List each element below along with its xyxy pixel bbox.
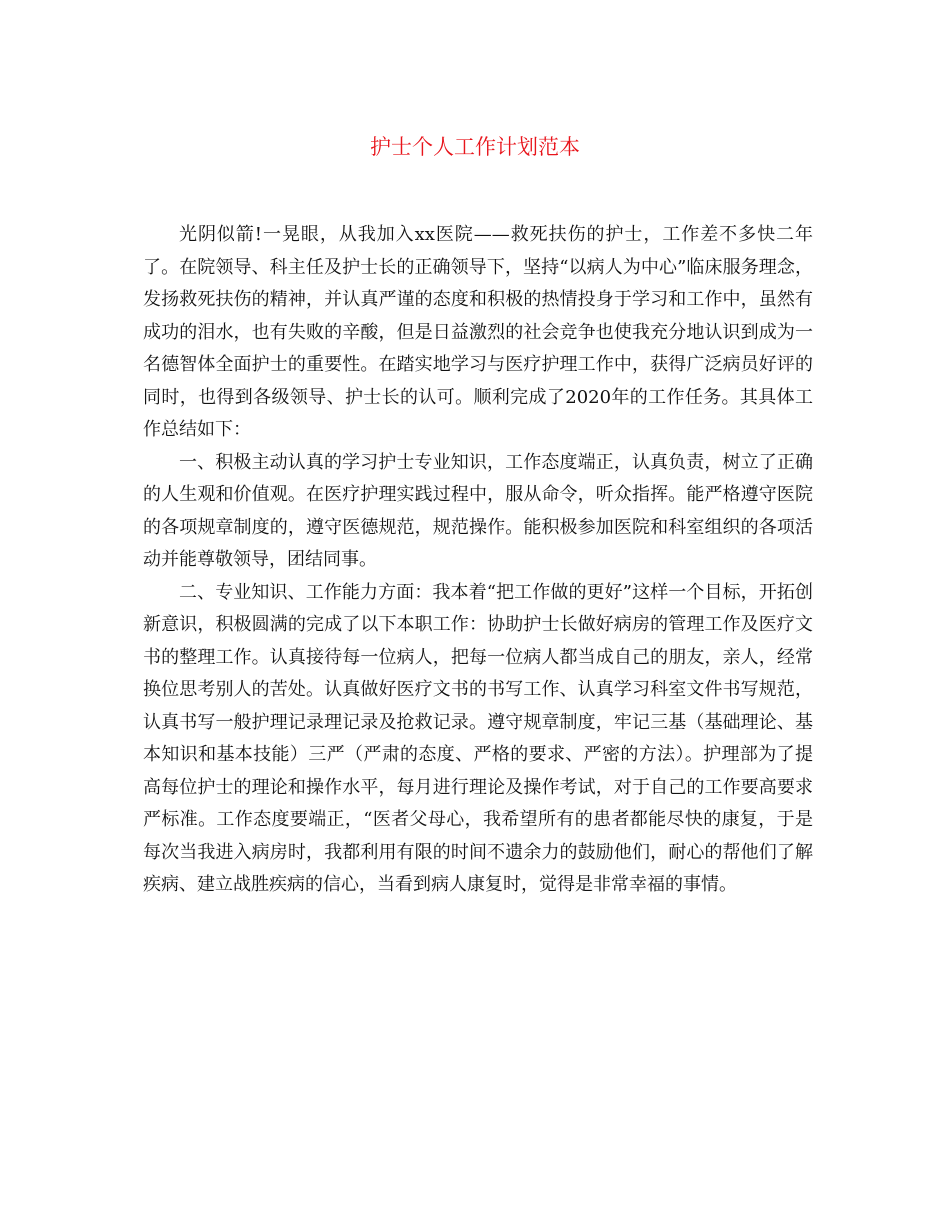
paragraph-section-two: 二、专业知识、工作能力方面：我本着“把工作做的更好”这样一个目标，开拓创新意识，积极圆满的完成了以下本职工作：协助护士长做好病房的管理工作及医疗文书的整理工作。认真接待每一位病人，把每一位病人都当成自己的朋友，亲人，经常换位思考别人的苦处。认真做好医疗文书的书写工作、认真学习科室文件书写规范，认真书写一般护理记录理记录及抢救记录。遵守规章制度，牢记三基（基础理论、基本知识和基本技能）三严（严肃的态度、严格的要求、严密的方法）。护理部为了提高每位护士的理论和操作水平，每月进行理论及操作考试，对于自己的工作要高要求严标准。工作态度要端正，“医者父母心，我希望所有的患者都能尽快的康复，于是每次当我进入病房时，我都利用有限的时间不遗余力的鼓励他们，耐心的帮他们了解疾病、建立战胜疾病的信心，当看到病人康复时，觉得是非常幸福的事情。: [143, 581, 813, 895]
document-body: [143, 219, 813, 902]
document-title: 护士个人工作计划范本: [370, 135, 580, 159]
paragraph-section-one: 一、积极主动认真的学习护士专业知识，工作态度端正，认真负责，树立了正确的人生观和价值观。在医疗护理实践过程中，服从命令，听众指挥。能严格遵守医院的各项规章制度的，遵守医德规范，规范操作。能积极参加医院和科室组织的各项活动并能尊敬领导，团结同事。: [143, 451, 813, 570]
paragraph-intro: 光阴似箭!一晃眼，从我加入xx医院——救死扶伤的护士，工作差不多快二年了。在院领导、科主任及护士长的正确领导下，坚持“以病人为中心”临床服务理念，发扬救死扶伤的精神，并认真严谨的态度和积极的热情投身于学习和工作中，虽然有成功的泪水，也有失败的辛酸，但是日益激烈的社会竞争也使我充分地认识到成为一名德智体全面护士的重要性。在踏实地学习与医疗护理工作中，获得广泛病员好评的同时，也得到各级领导、护士长的认可。顺利完成了2020年的工作任务。其具体工作总结如下：: [143, 224, 813, 440]
